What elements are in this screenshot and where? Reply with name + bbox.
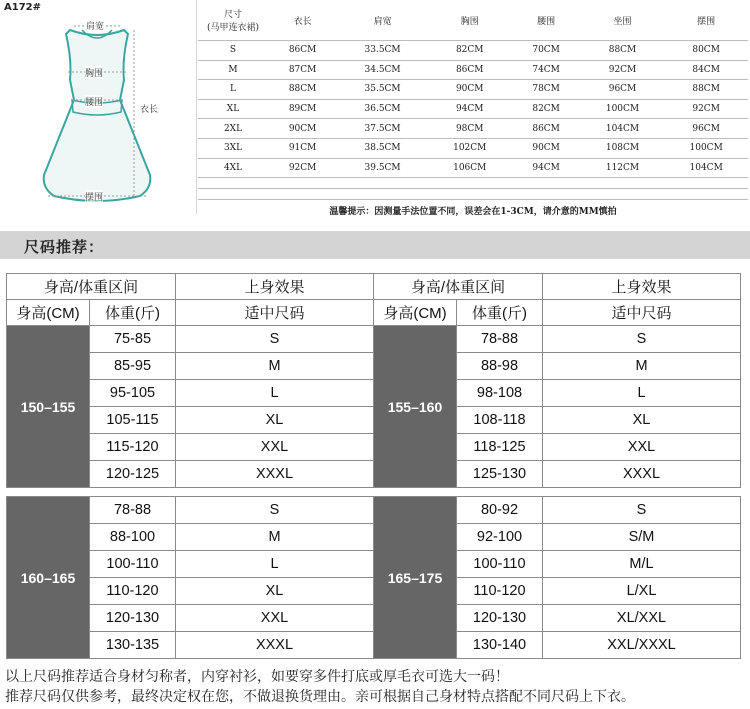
measure-header-size: 尺寸 (马甲连衣裙) <box>198 4 268 41</box>
size-cell: S <box>176 497 374 524</box>
measure-cell: 89CM <box>268 99 337 119</box>
measure-cell: 37.5CM <box>337 119 428 139</box>
size-cell: S <box>543 497 741 524</box>
grid-row <box>374 497 741 524</box>
height-range-cell: 150–155 <box>7 326 90 488</box>
grid-row <box>7 497 374 524</box>
measure-cell: 90CM <box>512 138 581 158</box>
measure-cell: 92CM <box>664 99 748 119</box>
measure-cell: 112CM <box>581 158 665 178</box>
height-range-cell: 155–160 <box>374 326 457 488</box>
weight-range-cell: 120-125 <box>90 461 176 488</box>
measure-header-chest: 胸围 <box>428 4 512 41</box>
size-cell: XL <box>543 407 741 434</box>
measure-header-hem: 摆围 <box>664 4 748 41</box>
weight-range-cell: 110-120 <box>90 578 176 605</box>
measure-cell: 35.5CM <box>337 80 428 100</box>
grid-header-row <box>7 274 374 300</box>
grid-header-range: 身高/体重区间 <box>7 274 176 300</box>
weight-range-cell: 120-130 <box>90 605 176 632</box>
size-cell: L <box>543 380 741 407</box>
recommend-title: 尺码推荐： <box>24 238 105 256</box>
weight-range-cell: 125-130 <box>457 461 543 488</box>
footer-note-2: 推荐尺码仅供参考，最终决定权在您，不做退换货理由。亲可根据自己身材特点搭配不同尺码上下衣。 <box>5 688 635 704</box>
measure-cell: 91CM <box>268 138 337 158</box>
measure-cell: 34.5CM <box>337 60 428 80</box>
measure-cell: 80CM <box>664 41 748 61</box>
size-cell: XL <box>176 578 374 605</box>
weight-range-cell: 80-92 <box>457 497 543 524</box>
size-cell: L <box>176 380 374 407</box>
measure-cell: 4XL <box>198 158 268 178</box>
weight-range-cell: 105-115 <box>90 407 176 434</box>
grid-header-effect: 上身效果 <box>543 274 741 300</box>
size-cell: M <box>176 524 374 551</box>
measure-row <box>198 119 748 139</box>
size-grid <box>6 273 374 488</box>
measure-cell: 88CM <box>268 80 337 100</box>
recommend-header-band <box>0 231 750 259</box>
weight-range-cell: 78-88 <box>457 326 543 353</box>
measure-cell: 98CM <box>428 119 512 139</box>
grid-header-weight: 体重(斤) <box>90 300 176 326</box>
measure-cell: 86CM <box>268 41 337 61</box>
weight-range-cell: 130-135 <box>90 632 176 659</box>
size-cell: S <box>176 326 374 353</box>
measure-row <box>198 158 748 178</box>
size-cell: M <box>543 353 741 380</box>
measure-cell: 96CM <box>664 119 748 139</box>
measure-cell: 94CM <box>428 99 512 119</box>
measure-cell: 78CM <box>512 80 581 100</box>
measure-row <box>198 138 748 158</box>
hem-label: 摆围 <box>85 190 103 203</box>
size-cell: L/XL <box>543 578 741 605</box>
size-grid <box>373 273 741 488</box>
size-cell: S <box>543 326 741 353</box>
measure-cell: 94CM <box>512 158 581 178</box>
size-grid <box>6 496 374 659</box>
grid-subheader-row <box>7 300 374 326</box>
measure-blank-row <box>198 189 748 200</box>
measure-note: 温馨提示：因测量手法位置不同，误差会在1-3CM，请介意的MM慎拍 <box>329 206 617 217</box>
size-cell: M <box>176 353 374 380</box>
measure-cell: S <box>198 41 268 61</box>
weight-range-cell: 118-125 <box>457 434 543 461</box>
measure-cell: 87CM <box>268 60 337 80</box>
size-cell: L <box>176 551 374 578</box>
measure-cell: 92CM <box>581 60 665 80</box>
size-cell: XXL <box>543 434 741 461</box>
size-grid <box>373 496 741 659</box>
measure-cell: 96CM <box>581 80 665 100</box>
measurement-header-row <box>198 4 748 41</box>
grid-header-height: 身高(CM) <box>374 300 457 326</box>
measure-row <box>198 60 748 80</box>
dress-diagram <box>0 0 197 214</box>
weight-range-cell: 78-88 <box>90 497 176 524</box>
measure-cell: 2XL <box>198 119 268 139</box>
weight-range-cell: 100-110 <box>457 551 543 578</box>
measure-cell: 108CM <box>581 138 665 158</box>
measure-cell: 88CM <box>664 80 748 100</box>
shoulder-label: 肩宽 <box>86 19 104 32</box>
measure-cell: 38.5CM <box>337 138 428 158</box>
measure-cell: 88CM <box>581 41 665 61</box>
weight-range-cell: 110-120 <box>457 578 543 605</box>
grid-header-effect: 上身效果 <box>176 274 374 300</box>
measurement-table <box>198 4 748 220</box>
grid-header-range: 身高/体重区间 <box>374 274 543 300</box>
grid-header-size: 适中尺码 <box>176 300 374 326</box>
measure-cell: 100CM <box>581 99 665 119</box>
grid-row <box>7 326 374 353</box>
measure-cell: 90CM <box>268 119 337 139</box>
weight-range-cell: 130-140 <box>457 632 543 659</box>
weight-range-cell: 120-130 <box>457 605 543 632</box>
size-cell: M/L <box>543 551 741 578</box>
measure-cell: 82CM <box>428 41 512 61</box>
measure-cell: 82CM <box>512 99 581 119</box>
measure-cell: 33.5CM <box>337 41 428 61</box>
measure-cell: 3XL <box>198 138 268 158</box>
measure-cell: 104CM <box>664 158 748 178</box>
measure-cell: 100CM <box>664 138 748 158</box>
measure-cell: 90CM <box>428 80 512 100</box>
height-range-cell: 165–175 <box>374 497 457 659</box>
size-cell: S/M <box>543 524 741 551</box>
measure-cell: 102CM <box>428 138 512 158</box>
measure-header-hip: 坐围 <box>581 4 665 41</box>
weight-range-cell: 88-100 <box>90 524 176 551</box>
grid-header-size: 适中尺码 <box>543 300 741 326</box>
measure-cell: 86CM <box>512 119 581 139</box>
grid-header-height: 身高(CM) <box>7 300 90 326</box>
measure-cell: 39.5CM <box>337 158 428 178</box>
weight-range-cell: 95-105 <box>90 380 176 407</box>
weight-range-cell: 92-100 <box>457 524 543 551</box>
measure-header-length: 衣长 <box>268 4 337 41</box>
measure-cell: 92CM <box>268 158 337 178</box>
measure-row <box>198 99 748 119</box>
size-cell: XXL/XXXL <box>543 632 741 659</box>
measure-cell: 104CM <box>581 119 665 139</box>
grid-header-row <box>374 274 741 300</box>
weight-range-cell: 88-98 <box>457 353 543 380</box>
measure-cell: 70CM <box>512 41 581 61</box>
weight-range-cell: 100-110 <box>90 551 176 578</box>
measure-cell: 106CM <box>428 158 512 178</box>
footer-note-1: 以上尺码推荐适合身材匀称者，内穿衬衫，如要穿多件打底或厚毛衣可选大一码！ <box>5 668 509 684</box>
model-number: A172# <box>4 2 41 13</box>
size-cell: XL/XXL <box>543 605 741 632</box>
chest-label: 胸围 <box>85 66 103 79</box>
height-range-cell: 160–165 <box>7 497 90 659</box>
grid-subheader-row <box>374 300 741 326</box>
size-cell: XL <box>176 407 374 434</box>
measure-blank-row <box>198 178 748 189</box>
weight-range-cell: 98-108 <box>457 380 543 407</box>
measure-header-waist: 腰围 <box>512 4 581 41</box>
size-cell: XXL <box>176 605 374 632</box>
waist-label: 腰围 <box>85 95 103 108</box>
grid-header-weight: 体重(斤) <box>457 300 543 326</box>
measure-cell: 84CM <box>664 60 748 80</box>
measure-row <box>198 41 748 61</box>
weight-range-cell: 108-118 <box>457 407 543 434</box>
size-cell: XXXL <box>176 632 374 659</box>
weight-range-cell: 85-95 <box>90 353 176 380</box>
measure-cell: 36.5CM <box>337 99 428 119</box>
measure-header-shoulder: 肩宽 <box>337 4 428 41</box>
length-label: 衣长 <box>140 102 158 115</box>
measure-cell: M <box>198 60 268 80</box>
weight-range-cell: 75-85 <box>90 326 176 353</box>
measure-cell: L <box>198 80 268 100</box>
size-cell: XXXL <box>176 461 374 488</box>
weight-range-cell: 115-120 <box>90 434 176 461</box>
size-cell: XXL <box>176 434 374 461</box>
measure-cell: 74CM <box>512 60 581 80</box>
measure-cell: XL <box>198 99 268 119</box>
size-cell: XXXL <box>543 461 741 488</box>
measure-row <box>198 80 748 100</box>
measure-cell: 86CM <box>428 60 512 80</box>
grid-row <box>374 326 741 353</box>
